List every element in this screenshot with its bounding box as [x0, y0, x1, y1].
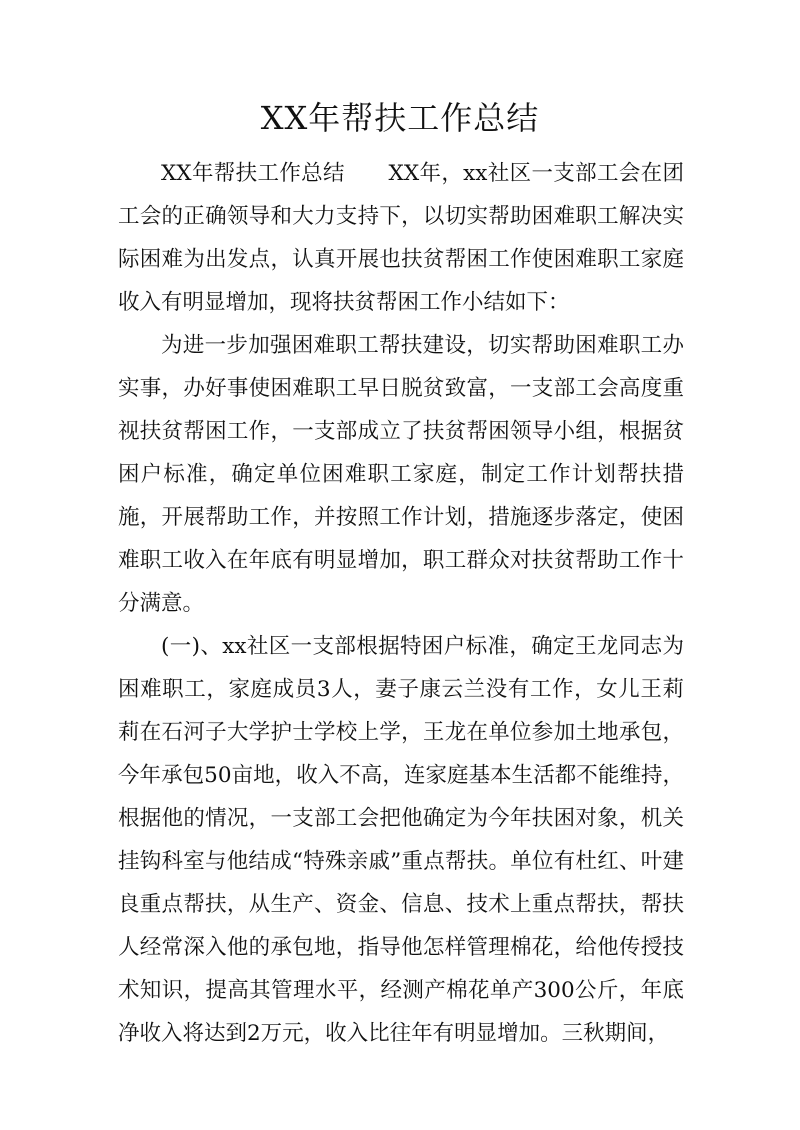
document-body — [118, 152, 684, 1055]
document-title: XX年帮扶工作总结 — [260, 99, 540, 137]
paragraph-measures: 为进一步加强困难职工帮扶建设，切实帮助困难职工办实事，办好事使困难职工早日脱贫致富，一支部工会高度重视扶贫帮困工作，一支部成立了扶贫帮困领导小组，根据贫困户标准，确定单位困难职工家庭，制定工作计划帮扶措施，开展帮助工作，并按照工作计划，措施逐步落定，使困难职工收入在年底有明显增加，职工群众对扶贫帮助工作十分满意。 — [118, 333, 684, 616]
paragraph-case-one: (一)、xx社区一支部根据特困户标准，确定王龙同志为困难职工，家庭成员3人，妻子康云兰没有工作，女儿王莉莉在石河子大学护士学校上学，王龙在单位参加土地承包，今年承包50亩地，收入不高，连家庭基本生活都不能维持，根据他的情况，一支部工会把他确定为今年扶困对象，机关挂钩科室与他结成“特殊亲戚”重点帮扶。单位有杜红、叶建良重点帮扶，从生产、资金、信息、技术上重点帮扶，帮扶人经常深入他的承包地，指导他怎样管理棉花，给他传授技术知识，提高其管理水平，经测产棉花单产300公斤，年底净收入将达到2万元，收入比往年有明显增加。三秋期间， — [118, 634, 684, 1046]
paragraph-intro: XX年帮扶工作总结 XX年，xx社区一支部工会在团工会的正确领导和大力支持下，以切实帮助困难职工解决实际困难为出发点，认真开展也扶贫帮困工作使困难职工家庭收入有明显增加，现将扶贫帮困工作小结如下： — [118, 161, 684, 315]
